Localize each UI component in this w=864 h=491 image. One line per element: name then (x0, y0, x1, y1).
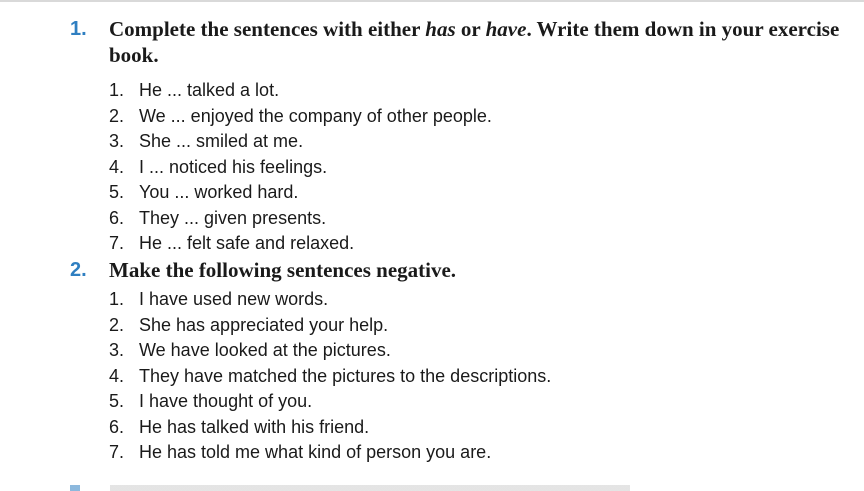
item-sentence: I ... noticed his feelings. (139, 156, 328, 177)
exercise-instruction (109, 16, 849, 68)
item-sentence: We ... enjoyed the company of other people. (139, 105, 492, 126)
item-sentence: They ... given presents. (139, 207, 327, 228)
item-number: 1. (109, 289, 125, 309)
item-sentence: He ... felt safe and relaxed. (139, 233, 355, 253)
item-sentence: You ... worked hard. (139, 182, 299, 202)
item-sentence: He has talked with his friend. (139, 416, 370, 437)
list-item (109, 206, 492, 232)
item-number: 2. (109, 105, 125, 126)
list-item (109, 78, 492, 104)
item-number: 6. (109, 207, 125, 228)
item-number: 7. (109, 233, 125, 253)
item-sentence: She ... smiled at me. (139, 131, 304, 151)
item-sentence: He ... talked a lot. (139, 80, 280, 100)
instruction-text: or (455, 17, 486, 41)
item-number: 1. (109, 80, 125, 100)
list-item (109, 129, 492, 155)
list-item (109, 180, 492, 206)
next-exercise-fragment (70, 485, 630, 491)
instruction-keyword-has: has (425, 17, 456, 41)
top-divider (0, 0, 864, 2)
item-sentence: She has appreciated your help. (139, 314, 389, 335)
exercise-number: 1. (70, 18, 87, 40)
list-item (109, 415, 551, 441)
item-number: 4. (109, 365, 125, 386)
list-item (109, 364, 551, 390)
list-item (109, 389, 551, 415)
item-number: 4. (109, 156, 125, 177)
sentence-list (109, 287, 551, 466)
item-sentence: I have thought of you. (139, 391, 313, 411)
instruction-text: Complete the sentences with either (109, 17, 426, 41)
list-item (109, 155, 492, 181)
list-item (109, 313, 551, 339)
item-number: 2. (109, 314, 125, 335)
exercise-instruction: Make the following sentences negative. (109, 258, 457, 282)
item-sentence: He has told me what kind of person you are. (139, 442, 492, 462)
item-sentence: I have used new words. (139, 289, 329, 309)
item-number: 6. (109, 416, 125, 437)
list-item (109, 231, 492, 257)
exercise-number: 2. (70, 259, 87, 281)
item-number: 5. (109, 391, 125, 411)
list-item (109, 287, 551, 313)
item-sentence: They have matched the pictures to the descriptions. (139, 365, 552, 386)
sentence-list (109, 78, 492, 257)
item-sentence: We have looked at the pictures. (139, 340, 391, 360)
item-number: 7. (109, 442, 125, 462)
list-item (109, 440, 551, 466)
list-item (109, 338, 551, 364)
item-number: 3. (109, 131, 125, 151)
item-number: 5. (109, 182, 125, 202)
item-number: 3. (109, 340, 125, 360)
list-item (109, 104, 492, 130)
instruction-keyword-have: have (485, 17, 527, 41)
instruction-text: . Write them down in your exercise book. (109, 17, 840, 67)
